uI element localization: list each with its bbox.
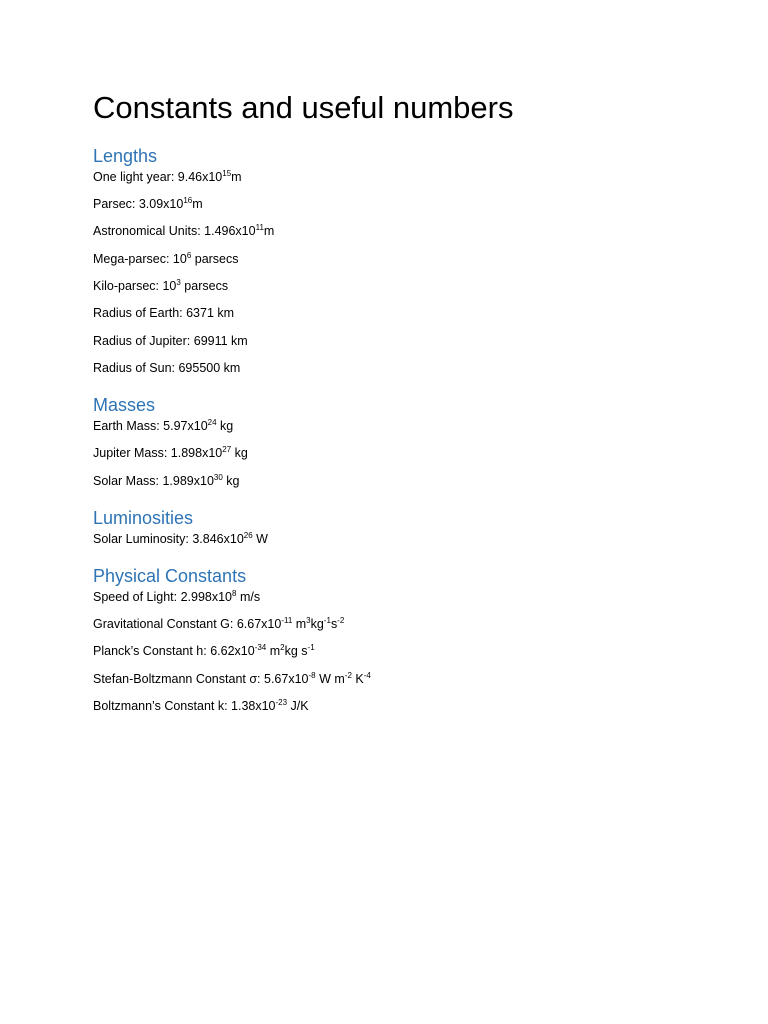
exponent: -11 (281, 616, 293, 625)
constant-text: W (252, 532, 268, 546)
exponent: 2 (280, 643, 285, 652)
constant-text: Speed of Light: 2.998x10 (93, 590, 233, 604)
constant-line (93, 333, 248, 349)
constant-text: Planck’s Constant h: 6.62x10 (93, 644, 255, 658)
constant-line (93, 305, 234, 321)
constant-text: K (351, 672, 364, 686)
constant-line (93, 671, 371, 687)
page-title: Constants and useful numbers (93, 90, 514, 125)
constant-text: kg (216, 419, 234, 433)
constant-text: kg (310, 617, 324, 631)
exponent: 15 (222, 169, 232, 178)
exponent: -1 (307, 643, 315, 652)
constant-line (93, 278, 228, 294)
constant-line (93, 616, 344, 632)
constant-text: m (231, 170, 242, 184)
constant-text: Boltzmann’s Constant k: 1.38x10 (93, 699, 276, 713)
constant-line (93, 531, 268, 547)
exponent: 26 (243, 531, 253, 540)
constant-line (93, 251, 239, 267)
exponent: -2 (344, 671, 352, 680)
constant-text: Solar Luminosity: 3.846x10 (93, 532, 244, 546)
section-heading-masses: Masses (93, 395, 156, 415)
constant-text: m (263, 224, 275, 238)
exponent: 27 (222, 445, 232, 454)
exponent: -2 (337, 616, 345, 625)
constant-text: Radius of Sun: 695500 km (93, 361, 241, 375)
constant-line (93, 473, 240, 489)
constant-line (93, 360, 240, 376)
constant-line (93, 643, 315, 659)
exponent: -1 (323, 616, 331, 625)
exponent: 24 (207, 418, 217, 427)
constant-line (93, 445, 248, 461)
constant-text: Kilo-parsec: 10 (93, 279, 177, 293)
constant-text: Radius of Jupiter: 69911 km (93, 334, 248, 348)
constant-text: s (330, 617, 338, 631)
constant-text: m (266, 644, 281, 658)
constant-line (93, 223, 274, 239)
constant-text: J/K (287, 699, 309, 713)
constant-text: Gravitational Constant G: 6.67x10 (93, 617, 282, 631)
constant-line (93, 418, 233, 434)
constant-text: Astronomical Units: 1.496x10 (93, 224, 256, 238)
constant-text: parsecs (191, 252, 239, 266)
constant-text: Stefan-Boltzmann Constant σ: 5.67x10 (93, 672, 309, 686)
exponent: 11 (255, 223, 264, 232)
section-heading-lengths: Lengths (93, 146, 158, 166)
exponent: 8 (232, 589, 237, 598)
constant-text: m (192, 197, 203, 211)
constant-line (93, 196, 203, 212)
constant-text: Parsec: 3.09x10 (93, 197, 184, 211)
exponent: -34 (254, 643, 267, 652)
constant-text: W m (315, 672, 345, 686)
constant-text: Radius of Earth: 6371 km (93, 306, 235, 320)
constant-line (93, 169, 242, 185)
constant-line (93, 698, 309, 714)
section-heading-physical-constants: Physical Constants (93, 566, 247, 586)
exponent: 6 (186, 251, 192, 260)
exponent: 30 (213, 473, 223, 482)
constant-text: parsecs (180, 279, 229, 293)
constant-line (93, 589, 260, 605)
exponent: 16 (183, 196, 193, 205)
exponent: 3 (306, 616, 311, 625)
constant-text: m (292, 617, 307, 631)
section-heading-luminosities: Luminosities (93, 508, 194, 528)
constant-text: Earth Mass: 5.97x10 (93, 419, 208, 433)
exponent: 3 (176, 278, 181, 287)
constant-text: kg (231, 446, 248, 460)
exponent: -23 (275, 698, 288, 707)
constant-text: kg s (284, 644, 308, 658)
constant-text: Solar Mass: 1.989x10 (93, 474, 214, 488)
exponent: -4 (363, 671, 371, 680)
constant-text: kg (222, 474, 240, 488)
constant-text: Mega-parsec: 10 (93, 252, 187, 266)
exponent: -8 (308, 671, 316, 680)
constant-text: Jupiter Mass: 1.898x10 (93, 446, 223, 460)
constant-text: m/s (236, 590, 261, 604)
constant-text: One light year: 9.46x10 (93, 170, 223, 184)
